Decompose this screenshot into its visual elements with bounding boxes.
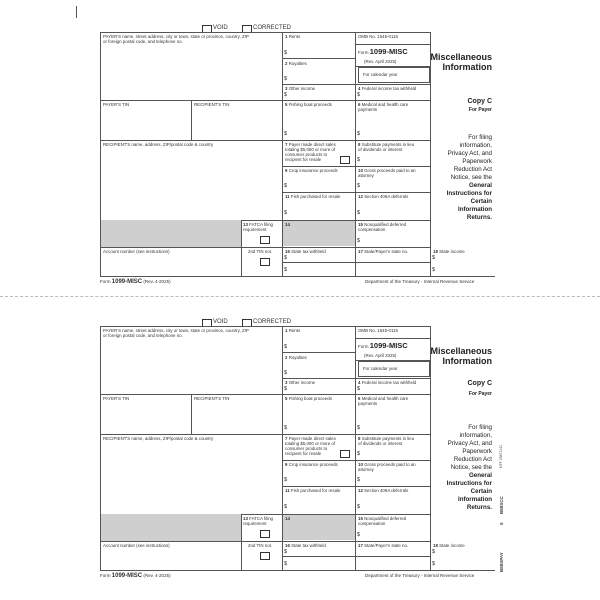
recipient-name-label: RECIPIENT'S name, address, ZIP/postal code & country xyxy=(103,142,214,147)
gross-label: Gross proceeds paid to an attorney xyxy=(358,168,416,178)
second-tin-label: 2nd TIN not. xyxy=(248,543,273,548)
crop-label: Crop insurance proceeds xyxy=(288,168,338,173)
direct-sales-checkbox[interactable] xyxy=(340,450,350,458)
omb-number: OMB No. 1545-0115 xyxy=(358,34,398,39)
recipient-tin-label: RECIPIENT'S TIN xyxy=(194,396,230,401)
shaded-area xyxy=(101,220,241,247)
crop-mark xyxy=(76,6,77,18)
direct-sales-label: Payer made direct sales totaling $5,000 or more of consumer products to recipient for resale xyxy=(285,436,336,456)
instructions-text: For filing information, Privacy Act, and Paperwork Reduction Act Notice, see the General Instructions for Certain Information Returns. xyxy=(446,424,492,511)
royalties-label: Royalties xyxy=(288,61,307,66)
fishing-label: Fishing boat proceeds xyxy=(288,396,332,401)
state-tax-label: State tax withheld xyxy=(291,543,326,548)
box14-label: 14 xyxy=(285,516,290,521)
state-payer-label: State/Payer's state no. xyxy=(364,249,409,254)
direct-sales-checkbox[interactable] xyxy=(340,156,350,164)
payer-name-field[interactable] xyxy=(101,46,281,99)
shaded-area xyxy=(283,221,355,246)
fatca-checkbox[interactable] xyxy=(260,530,270,538)
state-payer-label: State/Payer's state no. xyxy=(364,543,409,548)
omb-form-name: 1099-MISC xyxy=(369,47,408,56)
calendar-year-label: For calendar year xyxy=(363,72,398,77)
omb-rev: (Rev. April 2025) xyxy=(364,59,397,64)
omb-form-label: Form 1099-MISC xyxy=(358,47,408,56)
payer-name-label: PAYER'S name, street address, city or town, state or province, country, ZIP or foreign postal code, and telephone no. xyxy=(103,328,249,338)
state-income-label: State income xyxy=(439,543,465,548)
other-income-label: Other income xyxy=(288,86,316,91)
corrected-label: CORRECTED xyxy=(253,25,292,31)
fed-tax-label: Federal income tax withheld xyxy=(361,86,417,91)
account-label: Account number (see instructions) xyxy=(103,249,170,254)
substitute-label: Substitute payments in lieu of dividends or interest xyxy=(358,436,415,446)
for-payer-label: For Payer xyxy=(468,107,492,113)
account-label: Account number (see instructions) xyxy=(103,543,170,548)
recipient-tin-label: RECIPIENT'S TIN xyxy=(194,102,230,107)
copy-label: Copy C xyxy=(467,98,492,105)
corrected-label: CORRECTED xyxy=(253,319,292,325)
omb-form-label: Form 1099-MISC xyxy=(358,341,408,350)
omb-number: OMB No. 1545-0115 xyxy=(358,328,398,333)
side-code2: BMISCC xyxy=(499,496,504,514)
fatca-label: FATCA filing requirement xyxy=(243,516,273,526)
state-income-label: State income xyxy=(439,249,465,254)
omb-rev: (Rev. April 2025) xyxy=(364,353,397,358)
form-copy-bottom: VOID CORRECTED PAYER'S name, street address, city or town, state or province, country, ZIP or foreign postal code, and telephone no. 1 Rents $ 2 Royalties $ OMB No. 1545-0115 Form 1099-MISC (Rev. April 2025) For calendar year 3 Other income $ 4 Federal income tax withheld $ PAYER'S TIN RECIPIENT'S TIN 5 Fishing boat proceeds $ 6 Medical and health care payments $ RECIPIENT'S name, address, ZIP/postal code & country 7 Payer made direct sales totaling $5,000 or more of consumer products to recipient for resale 8 Substitute payments in lieu of dividends or interest $ 9 Crop insurance proceeds $ 10 Gross proceeds paid to an attorney $ 11 Fish purchased for resale $ 12 Section 409A deferrals $ 13 FATCA filing requirement 14 15 Nonqualified deferred compensation $ Account number (see instructions) 2nd TIN not. 16 State tax withheld $ $ 17 State/Payer's state no. 18 State income $ $ Miscellaneous Information Copy C For Payer For filing information, Privacy Act, and Paperwork Reduction Act Notice, see the General Instructions for Certain Information Returns. Form 1099-MISC (Rev. 4-2025) Department of the Treasury - Internal Revenue Service xyxy=(100,296,495,566)
substitute-label: Substitute payments in lieu of dividends or interest xyxy=(358,142,415,152)
calendar-year-label: For calendar year xyxy=(363,366,398,371)
omb-form-name: 1099-MISC xyxy=(369,341,408,350)
fish-purchased-label: Fish purchased for resale xyxy=(290,488,341,493)
form-title-line2: Information xyxy=(442,62,492,72)
instructions-text: For filing information, Privacy Act, and Paperwork Reduction Act Notice, see the General Instructions for Certain Information Returns. xyxy=(446,134,492,221)
second-tin-checkbox[interactable] xyxy=(260,552,270,560)
nonqualified-label: Nonqualified deferred compensation xyxy=(358,222,407,232)
recipient-name-label: RECIPIENT'S name, address, ZIP/postal code & country xyxy=(103,436,214,441)
void-label: VOID xyxy=(213,25,228,31)
payer-name-field[interactable] xyxy=(101,340,281,393)
form-title-line2: Information xyxy=(442,356,492,366)
payer-tin-label: PAYER'S TIN xyxy=(103,396,130,401)
section409a-label: Section 409A deferrals xyxy=(364,194,409,199)
copy-label: Copy C xyxy=(467,380,492,387)
shaded-area xyxy=(101,514,241,541)
second-tin-checkbox[interactable] xyxy=(260,258,270,266)
section409a-label: Section 409A deferrals xyxy=(364,488,409,493)
box14-label: 14 xyxy=(285,222,290,227)
second-tin-label: 2nd TIN not. xyxy=(248,249,273,254)
footer-dept: Department of the Treasury - Internal Revenue Service xyxy=(365,279,475,284)
gross-label: Gross proceeds paid to an attorney xyxy=(358,462,416,472)
fish-purchased-label: Fish purchased for resale xyxy=(290,194,341,199)
side-small: NTF 25871141 xyxy=(499,444,503,468)
fishing-label: Fishing boat proceeds xyxy=(288,102,332,107)
footer-form-name: 1099-MISC xyxy=(111,279,143,285)
shaded-area xyxy=(283,515,355,540)
payer-tin-label: PAYER'S TIN xyxy=(103,102,130,107)
for-payer-label: For Payer xyxy=(468,391,492,397)
state-tax-label: State tax withheld xyxy=(291,249,326,254)
void-label: VOID xyxy=(213,319,228,325)
form-title-line1: Miscellaneous xyxy=(430,346,492,356)
other-income-label: Other income xyxy=(288,380,316,385)
fed-tax-label: Federal income tax withheld xyxy=(361,380,417,385)
footer-form-name: 1099-MISC xyxy=(111,573,143,579)
rents-label: Rents xyxy=(288,328,301,333)
side-code: BMISPAY xyxy=(499,552,504,572)
fatca-checkbox[interactable] xyxy=(260,236,270,244)
royalties-label: Royalties xyxy=(288,355,307,360)
side-num: 5 xyxy=(499,522,504,525)
fatca-label: FATCA filing requirement xyxy=(243,222,273,232)
crop-label: Crop insurance proceeds xyxy=(288,462,338,467)
footer-dept: Department of the Treasury - Internal Revenue Service xyxy=(365,573,475,578)
form-title-line1: Miscellaneous xyxy=(430,52,492,62)
rents-label: Rents xyxy=(288,34,301,39)
payer-name-label: PAYER'S name, street address, city or town, state or province, country, ZIP or foreign postal code, and telephone no. xyxy=(103,34,249,44)
medical-label: Medical and health care payments xyxy=(358,396,409,406)
medical-label: Medical and health care payments xyxy=(358,102,409,112)
direct-sales-label: Payer made direct sales totaling $5,000 or more of consumer products to recipient for resale xyxy=(285,142,336,162)
form-copy-top: VOID CORRECTED PAYER'S name, street address, city or town, state or province, country, ZIP or foreign postal code, and telephone no. 1 Rents $ 2 Royalties $ OMB No. 1545-0115 Form 1099-MISC (Rev. April 2025) For calendar year 3 Other income $ 4 Federal income tax withheld $ PAYER'S TIN RECIPIENT'S TIN 5 Fishing boat proceeds $ 6 Medical and health care payments $ RECIPIENT'S name, address, ZIP/postal code & country 7 Payer made direct sales totaling $5,000 or more of consumer products to recipient for resale 8 Substitute payments in lieu of dividends or interest $ 9 Crop insurance proceeds $ 10 Gross proceeds paid to an attorney $ 11 Fish purchased for resale $ 12 Section 409A deferrals $ 13 FATCA filing requirement 14 15 Nonqualified deferred compensation $ Account number (see instructions) 2nd TIN not. 16 State tax withheld $ $ 17 State/Payer's state no. 18 State income $ $ Miscellaneous Information Copy C For Payer For filing information, Privacy Act, and Paperwork Reduction Act Notice, see the General Instructions for Certain Information Returns. Form 1099-MISC (Rev. 4-2025) Department of the Treasury - Internal Revenue Service xyxy=(100,6,495,276)
nonqualified-label: Nonqualified deferred compensation xyxy=(358,516,407,526)
